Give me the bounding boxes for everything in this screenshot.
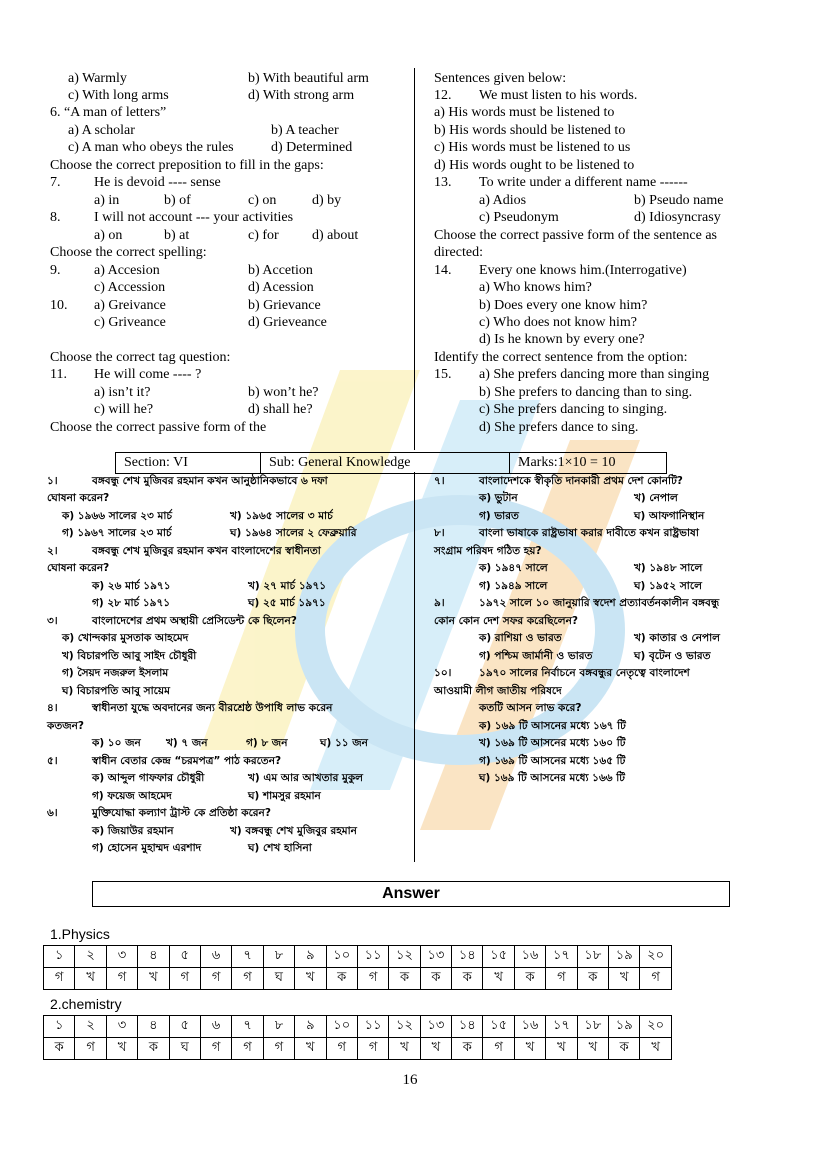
text-line: ১০। (434, 667, 452, 679)
question-number-cell: ১০ (326, 1016, 357, 1038)
answer-cell: খ (295, 968, 326, 990)
text-line: খ) বিচারপতি আবু সাইদ চৌধুরী (62, 650, 197, 662)
question-number-cell: ১১ (357, 1016, 388, 1038)
text-line: d) Grieveance (248, 315, 327, 330)
text-line: c) Accession (94, 280, 166, 295)
text-line: খ) ১৯৬৫ সালের ৩ মার্চ (230, 510, 333, 522)
text-line: I will not account --- your activities (94, 210, 294, 225)
answer-cell: গ (263, 1038, 294, 1060)
text-line: c) With long arms (68, 88, 169, 103)
text-line: 15. (434, 367, 452, 382)
text-line: d) by (312, 193, 342, 208)
text-line: কোন কোন দেশ সফর করেছিলেন? (434, 615, 578, 627)
text-line: 11. (50, 367, 67, 382)
text-line: c) His words must be listened to us (434, 140, 631, 155)
answer-cell: ক (138, 1038, 169, 1060)
text-line: গ) ১৯৪৯ সালে (479, 580, 548, 592)
text-line: বাংলা ভাষাকে রাষ্ট্রভাষা করার দাবীতে কখন রাষ্ট্রভাষা (479, 527, 699, 539)
question-number-cell: ১৭ (546, 946, 577, 968)
section-subject: Sub: General Knowledge (261, 453, 510, 473)
text-line: কতজন? (47, 720, 84, 732)
answer-cell: খ (514, 1038, 545, 1060)
question-number-cell: ৩ (106, 1016, 137, 1038)
text-line: 8. (50, 210, 61, 225)
text-line: গ) পশ্চিম জার্মানী ও ভারত (479, 650, 593, 662)
text-line: ৮। (434, 527, 445, 539)
question-number-cell: ১৭ (546, 1016, 577, 1038)
answer-cell: খ (420, 1038, 451, 1060)
text-line: মুক্তিযোদ্ধা কল্যাণ ট্রাস্ট কে প্রতিষ্ঠা করেন? (92, 807, 271, 819)
text-line: ঘ) বিচারপতি আবু সায়েম (62, 685, 170, 697)
subject-label: 1.Physics (50, 926, 110, 942)
text-line: ক) ২৬ মার্চ ১৯৭১ (92, 580, 171, 592)
text-line: 9. (50, 263, 61, 278)
answer-cell: খ (609, 968, 640, 990)
question-number-cell: ৮ (263, 946, 294, 968)
answer-grid (43, 1015, 672, 1060)
text-line: b) of (164, 193, 191, 208)
text-line: Every one knows him.(Interrogative) (479, 263, 687, 278)
answer-cell: খ (577, 1038, 608, 1060)
answer-cell: ঘ (169, 1038, 200, 1060)
text-line: b) Pseudo name (634, 193, 724, 208)
answer-cell: গ (546, 968, 577, 990)
text-line: ৬। (47, 807, 58, 819)
text-line: b) A teacher (271, 123, 339, 138)
section-header (115, 452, 667, 474)
text-line: ১৯৭০ সালের নির্বাচনে বঙ্গবন্ধুর নেতৃত্বে বাংলাদেশ (479, 667, 690, 679)
answer-cell: ঘ (263, 968, 294, 990)
text-line: বঙ্গবন্ধু শেখ মুজিবর রহমান কখন আনুষ্ঠানিকভাবে ৬ দফা (92, 475, 328, 487)
text-line: গ) হোসেন মুহাম্মদ এরশাদ (92, 842, 202, 854)
text-line: স্বাধীনতা যুদ্ধে অবদানের জন্য বীরশ্রেষ্ঠ উপাধি লাভ করেন (92, 702, 333, 714)
text-line: Choose the correct tag question: (50, 350, 231, 365)
text-line: a) His words must be listened to (434, 105, 615, 120)
text-line: গ) ফয়েজ আহমেদ (92, 790, 172, 802)
text-line: গ) ১৯৬৭ সালের ২৩ মার্চ (62, 527, 172, 539)
grid-row (44, 968, 672, 990)
question-number-cell: ১৬ (514, 1016, 545, 1038)
answer-cell: গ (357, 1038, 388, 1060)
text-line: বাংলাদেশের প্রথম অস্থায়ী প্রেসিডেন্ট কে ছিলেন? (92, 615, 297, 627)
text-line: a) Warmly (68, 71, 127, 86)
text-line: d) With strong arm (248, 88, 355, 103)
text-line: গ) সৈয়দ নজরুল ইসলাম (62, 667, 169, 679)
text-line: c) A man who obeys the rules (68, 140, 234, 155)
answer-heading: Answer (92, 881, 730, 907)
text-line: ক) আব্দুল গাফফার চৌধুরী (92, 772, 205, 784)
text-line: ক) ১০ জন (92, 737, 141, 749)
text-line: b) at (164, 228, 190, 243)
question-number-cell: ১০ (326, 946, 357, 968)
question-number-cell: ৬ (200, 946, 231, 968)
text-line: কতটি আসন লাভ করে? (479, 702, 582, 714)
text-line: a) on (94, 228, 123, 243)
question-number-cell: ২০ (640, 946, 671, 968)
text-line: c) will he? (94, 402, 154, 417)
answer-cell: খ (389, 1038, 420, 1060)
text-line: গ) ১৬৯ টি আসনের মধ্যে ১৬৫ টি (479, 755, 626, 767)
answer-cell: গ (640, 968, 671, 990)
question-number-cell: ৬ (200, 1016, 231, 1038)
text-line: ক) ১৯৪৭ সালে (479, 562, 548, 574)
answer-cell: ক (609, 1038, 640, 1060)
text-line: ঘ) শেখ হাসিনা (248, 842, 312, 854)
text-line: ঘ) বৃটেন ও ভারত (634, 650, 711, 662)
text-line: খ) ১৬৯ টি আসনের মধ্যে ১৬০ টি (479, 737, 626, 749)
subject-label: 2.chemistry (50, 996, 122, 1012)
text-line: d) She prefers dance to sing. (479, 420, 639, 435)
text-line: ক) ১৯৬৬ সালের ২৩ মার্চ (62, 510, 173, 522)
answer-cell: ক (452, 1038, 483, 1060)
column-divider-bottom (414, 472, 415, 862)
text-line: গ) ২৮ মার্চ ১৯৭১ (92, 597, 171, 609)
answer-cell: গ (483, 1038, 514, 1060)
question-number-cell: ১৮ (577, 946, 608, 968)
answer-cell: গ (106, 968, 137, 990)
text-line: Choose the correct passive form of the (50, 420, 267, 435)
text-line: 14. (434, 263, 452, 278)
text-line: a) A scholar (68, 123, 135, 138)
text-line: Sentences given below: (434, 71, 567, 86)
text-line: directed: (434, 245, 483, 260)
text-line: b) Accetion (248, 263, 313, 278)
answer-cell: গ (357, 968, 388, 990)
question-number-cell: ১৫ (483, 946, 514, 968)
text-line: a) Accesion (94, 263, 160, 278)
answer-cell: ক (420, 968, 451, 990)
question-number-cell: ১ (44, 1016, 75, 1038)
text-line: b) won’t he? (248, 385, 319, 400)
question-number-cell: ৭ (232, 1016, 263, 1038)
answer-cell: গ (169, 968, 200, 990)
text-line: d) His words ought to be listened to (434, 158, 635, 173)
question-number-cell: ১৩ (420, 1016, 451, 1038)
section-name: Section: VI (116, 453, 261, 473)
question-number-cell: ৪ (138, 1016, 169, 1038)
question-number-cell: ১৪ (452, 1016, 483, 1038)
question-number-cell: ১২ (389, 1016, 420, 1038)
text-line: 13. (434, 175, 452, 190)
text-line: স্বাধীন বেতার কেন্দ্র “চরমপত্র” পাঠ করতেন? (92, 755, 282, 767)
text-line: ৩। (47, 615, 58, 627)
question-number-cell: ৫ (169, 1016, 200, 1038)
question-number-cell: ১৪ (452, 946, 483, 968)
text-line: To write under a different name ------ (479, 175, 688, 190)
text-line: c) Who does not know him? (479, 315, 637, 330)
text-line: ক) ১৬৯ টি আসনের মধ্যে ১৬৭ টি (479, 720, 626, 732)
answer-cell: ক (452, 968, 483, 990)
text-line: b) With beautiful arm (248, 71, 369, 86)
answer-cell: খ (640, 1038, 671, 1060)
text-line: ঘ) ২৫ মার্চ ১৯৭১ (248, 597, 326, 609)
text-line: ঘ) আফগানিস্থান (634, 510, 705, 522)
text-line: c) Griveance (94, 315, 166, 330)
answer-cell: গ (75, 1038, 106, 1060)
text-line: b) Grievance (248, 298, 321, 313)
text-line: c) She prefers dancing to singing. (479, 402, 668, 417)
question-number-cell: ৪ (138, 946, 169, 968)
text-line: ঘ) ১১ জন (320, 737, 368, 749)
answer-cell: খ (295, 1038, 326, 1060)
text-line: c) on (248, 193, 277, 208)
answer-cell: খ (138, 968, 169, 990)
text-line: a) She prefers dancing more than singing (479, 367, 710, 382)
answer-cell: গ (232, 1038, 263, 1060)
text-line: c) for (248, 228, 279, 243)
question-number-cell: ২ (75, 1016, 106, 1038)
text-line: খ) বঙ্গবন্ধু শেখ মুজিবুর রহমান (230, 825, 357, 837)
answer-cell: ক (577, 968, 608, 990)
answer-cell: খ (106, 1038, 137, 1060)
text-line: b) She prefers to dancing than to sing. (479, 385, 693, 400)
question-number-cell: ১৩ (420, 946, 451, 968)
text-line: ঘ) শামসুর রহমান (248, 790, 321, 802)
question-number-cell: ৩ (106, 946, 137, 968)
text-line: খ) কাতার ও নেপাল (634, 632, 721, 644)
answer-cell: গ (200, 1038, 231, 1060)
text-line: গ) ভারত (479, 510, 519, 522)
answer-cell: গ (326, 1038, 357, 1060)
answer-cell: খ (483, 968, 514, 990)
answer-cell: ক (326, 968, 357, 990)
text-line: d) Is he known by every one? (479, 332, 645, 347)
page-number: 16 (402, 1072, 418, 1088)
text-line: 6. “A man of letters” (50, 105, 167, 120)
text-line: ১৯৭২ সালে ১০ জানুয়ারি স্বদেশ প্রত্যাবর্তনকালীন বঙ্গবন্ধু (479, 597, 720, 609)
question-number-cell: ১১ (357, 946, 388, 968)
answer-grid (43, 945, 672, 990)
question-number-cell: ৯ (295, 1016, 326, 1038)
text-line: a) Who knows him? (479, 280, 592, 295)
text-line: ঘোষনা করেন? (47, 562, 110, 574)
text-line: c) Pseudonym (479, 210, 559, 225)
text-line: a) Greivance (94, 298, 166, 313)
text-line: ঘোষনা করেন? (47, 492, 110, 504)
answer-cell: খ (75, 968, 106, 990)
text-line: খ) ১৯৪৮ সালে (634, 562, 703, 574)
text-line: ৭। (434, 475, 445, 487)
question-number-cell: ২ (75, 946, 106, 968)
text-line: ৪। (47, 702, 58, 714)
question-number-cell: ১ (44, 946, 75, 968)
text-line: ৫। (47, 755, 58, 767)
text-line: ক) ভুটান (479, 492, 518, 504)
question-number-cell: ১৮ (577, 1016, 608, 1038)
text-line: খ) নেপাল (634, 492, 678, 504)
text-line: সংগ্রাম পরিষদ গঠিত হয়? (434, 545, 542, 557)
answer-cell: ক (44, 1038, 75, 1060)
question-number-cell: ১২ (389, 946, 420, 968)
text-line: ঘ) ১৯৬৪ সালের ২ ফেব্রুয়ারি (230, 527, 357, 539)
question-number-cell: ১৬ (514, 946, 545, 968)
text-line: ঘ) ১৬৯ টি আসনের মধ্যে ১৬৬ টি (479, 772, 626, 784)
answer-cell: খ (546, 1038, 577, 1060)
text-line: ২। (47, 545, 58, 557)
question-number-cell: ৮ (263, 1016, 294, 1038)
grid-row (44, 1016, 672, 1038)
grid-row (44, 946, 672, 968)
text-line: ৯। (434, 597, 445, 609)
text-line: 10. (50, 298, 68, 313)
text-line: ক) খোন্দকার মুসতাক আহমেদ (62, 632, 189, 644)
question-number-cell: ৯ (295, 946, 326, 968)
text-line: ১। (47, 475, 58, 487)
text-line: বাংলাদেশকে স্বীকৃতি দানকারী প্রথম দেশ কোনটি? (479, 475, 683, 487)
answer-cell: গ (232, 968, 263, 990)
question-number-cell: ৫ (169, 946, 200, 968)
answer-cell: ক (514, 968, 545, 990)
text-line: ঘ) ১৯৫২ সালে (634, 580, 702, 592)
column-divider-top (414, 68, 415, 450)
text-line: b) His words should be listened to (434, 123, 626, 138)
text-line: b) Does every one know him? (479, 298, 648, 313)
question-number-cell: ২০ (640, 1016, 671, 1038)
text-line: খ) ২৭ মার্চ ১৯৭১ (248, 580, 327, 592)
text-line: d) shall he? (248, 402, 313, 417)
text-line: Identify the correct sentence from the option: (434, 350, 688, 365)
text-line: ক) জিয়াউর রহমান (92, 825, 174, 837)
text-line: Choose the correct passive form of the sentence as (434, 228, 718, 243)
text-line: d) about (312, 228, 359, 243)
text-line: Choose the correct spelling: (50, 245, 207, 260)
answer-cell: ক (389, 968, 420, 990)
text-line: খ) এম আর আখতার মুকুল (248, 772, 363, 784)
text-line: খ) ৭ জন (166, 737, 208, 749)
question-number-cell: ৭ (232, 946, 263, 968)
text-line: a) isn’t it? (94, 385, 151, 400)
question-number-cell: ১৯ (609, 1016, 640, 1038)
grid-row (44, 1038, 672, 1060)
text-line: We must listen to his words. (479, 88, 638, 103)
text-line: a) Adios (479, 193, 527, 208)
text-line: গ) ৮ জন (246, 737, 288, 749)
text-line: বঙ্গবন্ধু শেখ মুজিবুর রহমান কখন বাংলাদেশের স্বাধীনতা (92, 545, 321, 557)
text-line: He is devoid ---- sense (94, 175, 221, 190)
text-line: d) Acession (248, 280, 314, 295)
text-line: 12. (434, 88, 452, 103)
question-number-cell: ১৫ (483, 1016, 514, 1038)
text-line: a) in (94, 193, 120, 208)
text-line: আওয়ামী লীগ জাতীয় পরিষদে (434, 685, 562, 697)
text-line: 7. (50, 175, 61, 190)
text-line: ক) রাশিয়া ও ভারত (479, 632, 562, 644)
section-marks: Marks:1×10 = 10 (518, 455, 616, 470)
text-line: d) Determined (271, 140, 353, 155)
answer-cell: গ (44, 968, 75, 990)
answer-cell: গ (200, 968, 231, 990)
text-line: He will come ---- ? (94, 367, 202, 382)
text-line: Choose the correct preposition to fill in the gaps: (50, 158, 324, 173)
question-number-cell: ১৯ (609, 946, 640, 968)
text-line: d) Idiosyncrasy (634, 210, 721, 225)
